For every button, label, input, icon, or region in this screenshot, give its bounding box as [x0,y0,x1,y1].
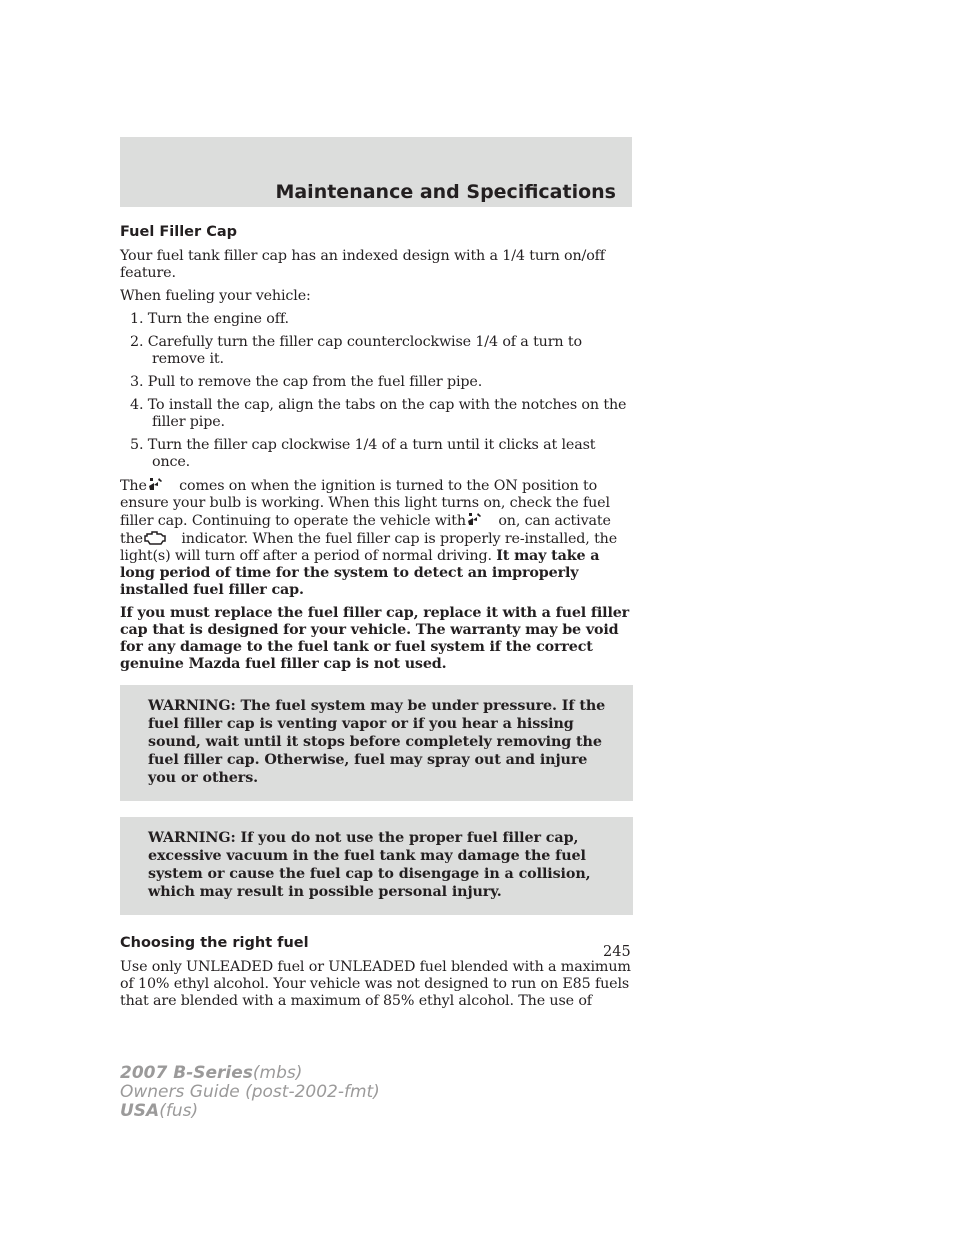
page-number: 245 [603,944,631,960]
indicator-text-4: indicator. When the fuel filler cap is properly re-installed, the light(s) will turn off after a period of normal driving. [120,531,618,564]
footer-model: 2007 B-Series [120,1063,253,1083]
step-item: 1. Turn the engine off. [130,311,289,327]
footer-line-1 [120,1064,380,1083]
indicator-text-2: comes on when the ignition is turned to the ON position to ensure your bulb is working. When this light turns on, check the fuel filler cap. Continuing to operate the vehicle with [120,478,610,529]
step-item: 2. Carefully turn the filler cap counterclockwise 1/4 of a turn to remove it. [130,334,582,367]
replace-cap-note: If you must replace the fuel filler cap, replace it with a fuel filler cap that is designed for your vehicle. The warranty may be void for any damage to the fuel tank or fuel system if the correct genuine Mazda fuel filler cap is not used. [120,605,630,672]
footer-line-3 [120,1102,380,1121]
indicator-text-1: The [120,478,147,494]
step-item: 3. Pull to remove the cap from the fuel filler pipe. [130,374,483,390]
section-title: Maintenance and Specifications [275,181,616,203]
indicator-paragraph [120,477,633,599]
footer-model-code: (mbs) [252,1063,303,1083]
check-engine-icon [143,530,167,546]
indicator-text-3: on, can activate the [120,513,611,547]
footer-market-code: (fus) [159,1101,199,1121]
footer-line-2: Owners Guide (post-2002-fmt) [120,1082,380,1102]
document-footer [120,1064,380,1121]
step-item: 5. Turn the filler cap clockwise 1/4 of a turn until it clicks at least once. [130,437,596,470]
fuel-cap-intro: Your fuel tank filler cap has an indexed design with a 1/4 turn on/off feature. [120,248,605,281]
section-header-band [120,137,632,207]
warning-box: WARNING: If you do not use the proper fuel filler cap, excessive vacuum in the fuel tank may damage the fuel system or cause the fuel cap to disengage in a collision, which may result in possible personal injury. [120,817,633,915]
check-fuel-cap-icon [147,477,165,493]
footer-market: USA [120,1101,160,1121]
page-content [120,224,633,1016]
check-fuel-cap-icon [466,512,484,528]
choosing-fuel-heading: Choosing the right fuel [120,935,309,951]
step-item: 4. To install the cap, align the tabs on the cap with the notches on the filler pipe. [130,397,627,430]
choosing-fuel-text: Use only UNLEADED fuel or UNLEADED fuel blended with a maximum of 10% ethyl alcohol. Your vehicle was not designed to run on E85 fuels that are blended with a maximum of 85% ethyl alcohol. The use of [120,959,631,1009]
fueling-steps [120,311,633,471]
indicator-text-5: It may take a long period of time for the system to detect an improperly installed fuel filler cap. [120,548,600,598]
fueling-lead: When fueling your vehicle: [120,288,311,304]
fuel-filler-cap-heading: Fuel Filler Cap [120,224,238,240]
warning-box: WARNING: The fuel system may be under pressure. If the fuel filler cap is venting vapor or if you hear a hissing sound, wait until it stops before completely removing the fuel filler cap. Otherwise, fuel may spray out and injure you or others. [120,685,633,801]
